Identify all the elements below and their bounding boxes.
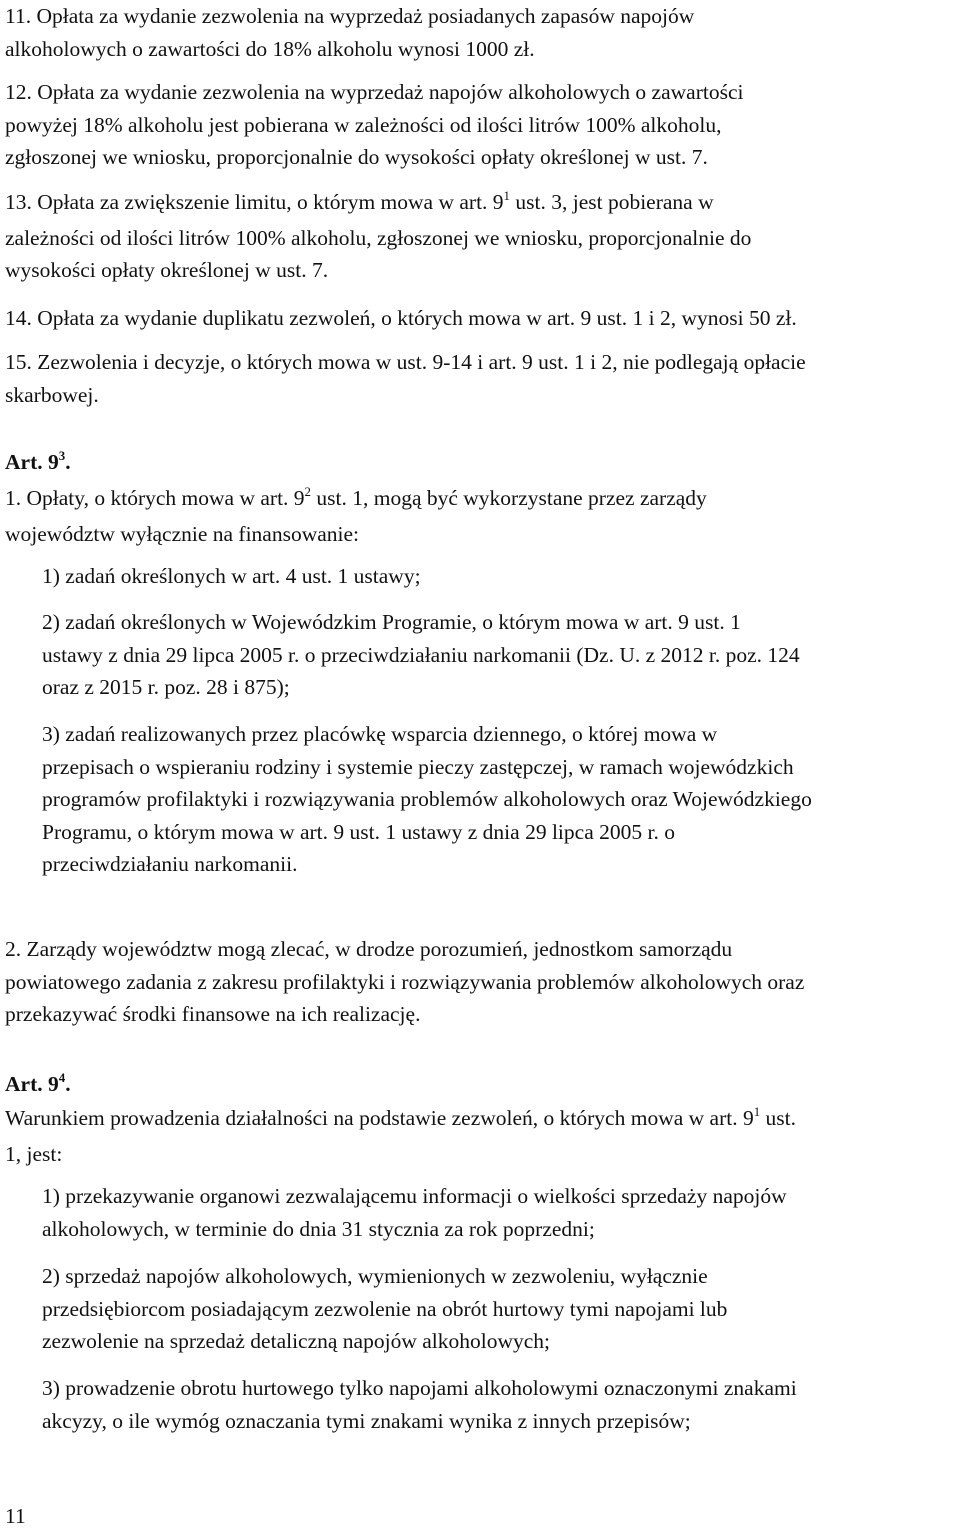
text-line: zależności od ilości litrów 100% alkoholu, zgłoszonej we wniosku, proporcjonalnie do (5, 225, 752, 250)
paragraph-15 (5, 346, 955, 411)
art93-paragraph-2 (5, 933, 955, 1031)
text-line (5, 482, 955, 518)
text-line: wysokości opłaty określonej w ust. 7. (5, 258, 329, 282)
text-line: przekazywać środki finansowe na ich realizację. (5, 1002, 421, 1026)
text-run: ust. (760, 1106, 797, 1130)
text-line: województw wyłącznie na finansowanie: (5, 521, 360, 546)
text-line: przedsiębiorcom posiadającym zezwolenie na obrót hurtowy tymi napojami lub (42, 1296, 728, 1321)
text-run: 13. Opłata za zwiększenie limitu, o którym mowa w art. 9 (5, 190, 504, 214)
art93-paragraph-1 (5, 482, 955, 550)
article-heading-9-3 (5, 446, 955, 482)
text-line: zezwolenie na sprzedaż detaliczną napojów alkoholowych; (42, 1329, 551, 1353)
paragraph-13 (5, 186, 955, 287)
heading-line (5, 446, 955, 482)
text-line: Programu, o którym mowa w art. 9 ust. 1 ustawy z dnia 29 lipca 2005 r. o (42, 819, 675, 844)
text-line: 2) zadań określonych w Wojewódzkim Programie, o którym mowa w art. 9 ust. 1 (42, 610, 741, 634)
text-line: 1) przekazywanie organowi zezwalającemu informacji o wielkości sprzedaży napojów (42, 1184, 787, 1208)
superscript: 4 (58, 1070, 66, 1085)
superscript: 1 (503, 188, 510, 203)
text-line: oraz z 2015 r. poz. 28 i 875); (42, 675, 290, 699)
text-line: skarbowej. (5, 382, 99, 407)
text-line: 14. Opłata za wydanie duplikatu zezwoleń, o których mowa w art. 9 ust. 1 i 2, wynosi 50 zł. (5, 306, 797, 330)
text-line: 11. Opłata za wydanie zezwolenia na wyprzedaż posiadanych zapasów napojów (5, 4, 695, 28)
art94-item-3 (42, 1372, 954, 1437)
text-run: 1. Opłaty, o których mowa w art. 9 (5, 486, 305, 510)
heading-dot: . (65, 1072, 71, 1096)
paragraph-14 (5, 302, 955, 335)
heading-dot: . (65, 450, 71, 474)
heading-line (5, 1068, 955, 1104)
art93-item-2 (42, 606, 954, 704)
paragraph-11 (5, 0, 955, 65)
text-line: 15. Zezwolenia i decyzje, o których mowa w ust. 9-14 i art. 9 ust. 1 i 2, nie podlegają opłacie (5, 350, 806, 374)
heading-text: Art. 9 (5, 450, 59, 474)
text-line (5, 1102, 955, 1138)
text-line: 2) sprzedaż napojów alkoholowych, wymienionych w zezwoleniu, wyłącznie (42, 1264, 708, 1288)
superscript: 3 (58, 448, 66, 463)
text-run: ust. 1, mogą być wykorzystane przez zarządy (311, 486, 707, 510)
text-line: przeciwdziałaniu narkomanii. (42, 852, 298, 876)
article-heading-9-4 (5, 1068, 955, 1104)
paragraph-12 (5, 76, 955, 174)
art93-item-3 (42, 718, 954, 881)
superscript: 2 (304, 484, 311, 499)
text-line: zgłoszonej we wniosku, proporcjonalnie do wysokości opłaty określonej w ust. 7. (5, 145, 708, 169)
text-line: akcyzy, o ile wymóg oznaczania tymi znakami wynika z innych przepisów; (42, 1408, 691, 1433)
text-line: 12. Opłata za wydanie zezwolenia na wyprzedaż napojów alkoholowych o zawartości (5, 80, 744, 104)
text-line: 2. Zarządy województw mogą zlecać, w drodze porozumień, jednostkom samorządu (5, 937, 733, 961)
heading-text: Art. 9 (5, 1072, 59, 1096)
text-line: powyżej 18% alkoholu jest pobierana w zależności od ilości litrów 100% alkoholu, (5, 112, 722, 137)
text-line: powiatowego zadania z zakresu profilaktyki i rozwiązywania problemów alkoholowych oraz (5, 969, 805, 994)
page-number: 11 (5, 1504, 26, 1528)
text-line: przepisach o wspieraniu rodziny i systemie pieczy zastępczej, w ramach wojewódzkich (42, 754, 794, 779)
art94-item-1 (42, 1180, 954, 1245)
text-line: 1, jest: (5, 1141, 63, 1166)
text-line (5, 186, 955, 222)
text-run: ust. 3, jest pobierana w (510, 190, 714, 214)
superscript: 1 (753, 1104, 761, 1119)
art93-item-1 (42, 560, 954, 593)
text-run: Warunkiem prowadzenia działalności na podstawie zezwoleń, o których mowa w art. 9 (5, 1106, 754, 1130)
text-line: 3) prowadzenie obrotu hurtowego tylko napojami alkoholowymi oznaczonymi znakami (42, 1376, 797, 1400)
text-line: ustawy z dnia 29 lipca 2005 r. o przeciwdziałaniu narkomanii (Dz. U. z 2012 r. poz. 124 (42, 642, 800, 667)
text-line: programów profilaktyki i rozwiązywania problemów alkoholowych oraz Wojewódzkiego (42, 787, 812, 811)
art94-intro (5, 1102, 955, 1170)
text-line: alkoholowych, w terminie do dnia 31 stycznia za rok poprzedni; (42, 1216, 595, 1241)
text-line: 1) zadań określonych w art. 4 ust. 1 ustawy; (42, 564, 421, 588)
text-line: 3) zadań realizowanych przez placówkę wsparcia dziennego, o której mowa w (42, 722, 718, 746)
text-line: alkoholowych o zawartości do 18% alkoholu wynosi 1000 zł. (5, 36, 535, 61)
art94-item-2 (42, 1260, 954, 1358)
